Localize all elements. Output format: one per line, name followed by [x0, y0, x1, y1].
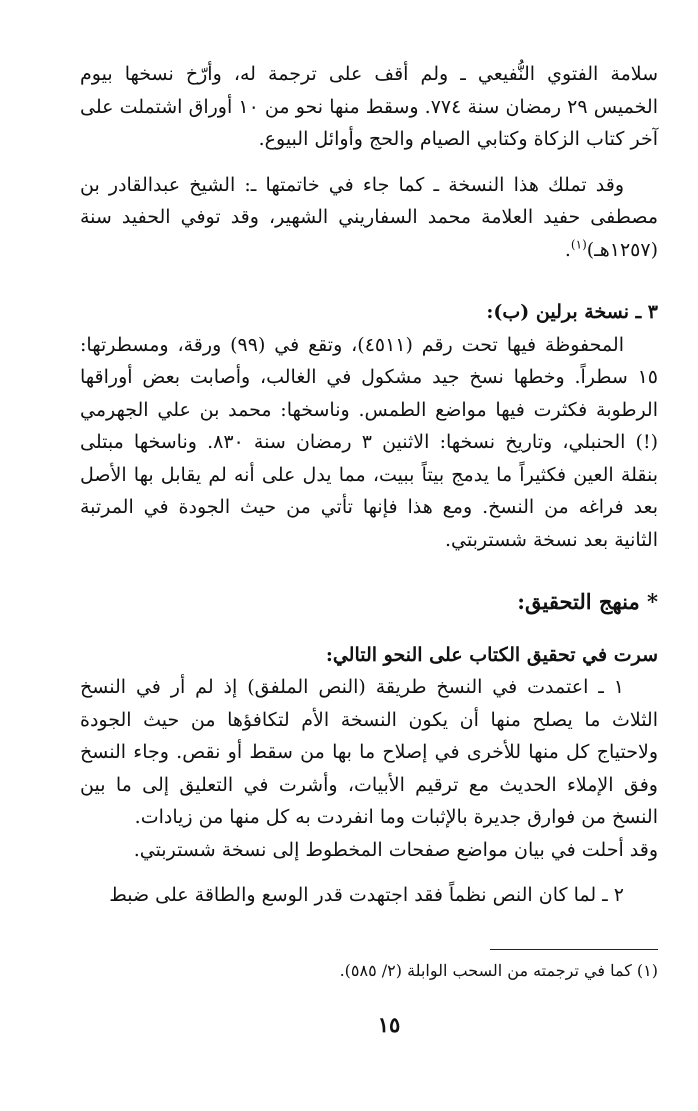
paragraph-manuscript-ownership: [80, 169, 658, 267]
section-heading-method: * منهج التحقيق:: [517, 589, 658, 614]
footnote-reference: (١): [570, 237, 587, 252]
method-item-2: ٢ ـ لما كان النص نظماً فقد اجتهدت قدر الوسع والطاقة على ضبط: [109, 884, 624, 906]
paragraph-manuscript-dating: سلامة الفتوي النُّفيعي ـ ولم أقف على ترجمة له، وأرّخ نسخها بيوم الخميس ٢٩ رمضان سنة ٧٧٤. وسقط منها نحو من ١٠ أوراق اشتملت على آخر كتاب الزكاة وكتابي الصيام والحج وأوائل البيوع.: [80, 63, 658, 150]
method-intro: سرت في تحقيق الكتاب على النحو التالي:: [325, 643, 658, 666]
section-heading-berlin: ٣ ـ نسخة برلين (ب):: [486, 301, 658, 323]
footnote-divider: [490, 949, 658, 950]
page-number: ١٥: [377, 1012, 401, 1037]
footnote: (١) كما في ترجمته من السحب الوابلة (٢/ ٥٨٥).: [339, 961, 658, 980]
ownership-end: .: [564, 238, 571, 261]
method-item-1: ١ ـ اعتمدت في النسخ طريقة (النص الملفق) إذ لم أر في النسخ الثلاث ما يصلح منها أن يكون النسخة الأم لتكافؤها من حيث الجودة ولاحتياج كل منها للأخرى في إصلاح ما بها من سقط أو نقص. وجاء النسخ وفق الإملاء الحديث مع ترقيم الأبيات، وأشرت في التعليق إلى ما بين النسخ من فوارق جديرة بالإثبات وما انفردت به كل منها من زيادات.: [80, 676, 658, 828]
main-text: [80, 58, 658, 912]
method-item-1-continued: وقد أحلت في بيان مواضع صفحات المخطوط إلى نسخة شستربتي.: [133, 838, 658, 861]
paragraph-berlin-manuscript: المحفوظة فيها تحت رقم (٤٥١١)، وتقع في (٩٩) ورقة، ومسطرتها: ١٥ سطراً. وخطها نسخ جيد مشكول في الغالب، وأصابت بعض أوراقها الرطوبة فكثرت فيها مواضع الطمس. وناسخها: محمد بن علي الجهرمي (!) الحنبلي، وتاريخ نسخها: الاثنين ٣ رمضان سنة ٨٣٠. وناسخها مبتلى بنقلة العين فكثيراً ما يدمج بيتاً ببيت، مما يدل على أنه لم يقابل بها الأصل بعد فراغه من النسخ. ومع هذا فإنها تأتي من حيث الجودة في المرتبة الثانية بعد نسخة شستربتي.: [80, 333, 659, 551]
ownership-text: وقد تملك هذا النسخة ـ كما جاء في خاتمتها ـ: الشيخ عبدالقادر بن مصطفى حفيد العلامة محمد السفاريني الشهير، وقد توفي الحفيد سنة (١٢٥٧هـ): [80, 173, 658, 261]
document-page: [80, 0, 698, 1111]
